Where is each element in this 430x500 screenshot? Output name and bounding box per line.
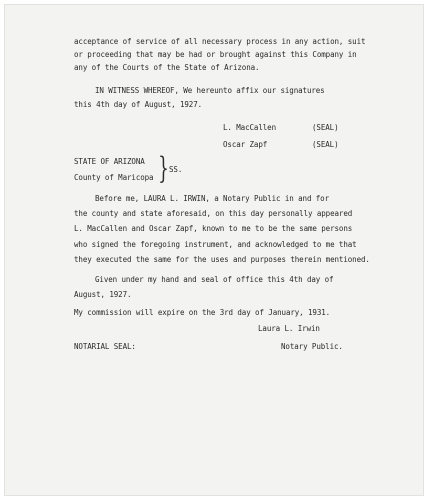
venue-county: County of Maricopa — [74, 173, 154, 182]
acknowledgment-line-4: who signed the foregoing instrument, and acknowledged to me that — [74, 240, 357, 249]
continuation-line-2: or proceeding that may be had or brought against this Company in — [74, 50, 357, 59]
notarial-seal-label: NOTARIAL SEAL: — [74, 342, 136, 351]
witness-line-2: this 4th day of August, 1927. — [74, 100, 203, 109]
commission-expiry: My commission will expire on the 3rd day of January, 1931. — [74, 308, 331, 317]
venue-state: STATE OF ARIZONA — [74, 157, 145, 166]
acknowledgment-line-1: Before me, LAURA L. IRWIN, a Notary Public in and for — [95, 194, 330, 203]
acknowledgment-line-2: the county and state aforesaid, on this day personally appeared — [74, 209, 353, 218]
continuation-line-3: any of the Courts of the State of Arizona. — [74, 63, 260, 72]
signature-name-2: Oscar Zapf — [223, 140, 268, 149]
signature-seal-1: (SEAL) — [312, 123, 339, 132]
witness-line-1: IN WITNESS WHEREOF, We hereunto affix our signatures — [95, 86, 325, 95]
continuation-line-1: acceptance of service of all necessary process in any action, suit — [74, 37, 366, 46]
acknowledgment-line-3: L. MacCallen and Oscar Zapf, known to me to be the same persons — [74, 224, 353, 233]
venue-ss: SS. — [169, 165, 183, 174]
signature-seal-2: (SEAL) — [312, 140, 339, 149]
notary-name: Laura L. Irwin — [258, 324, 320, 333]
signature-name-1: L. MacCallen — [223, 123, 276, 132]
given-line-1: Given under my hand and seal of office this 4th day of — [95, 275, 334, 284]
notary-title: Notary Public. — [281, 342, 343, 351]
venue-brace: } — [158, 151, 169, 186]
given-line-2: August, 1927. — [74, 290, 132, 299]
acknowledgment-line-5: they executed the same for the uses and purposes therein mentioned. — [74, 255, 370, 264]
